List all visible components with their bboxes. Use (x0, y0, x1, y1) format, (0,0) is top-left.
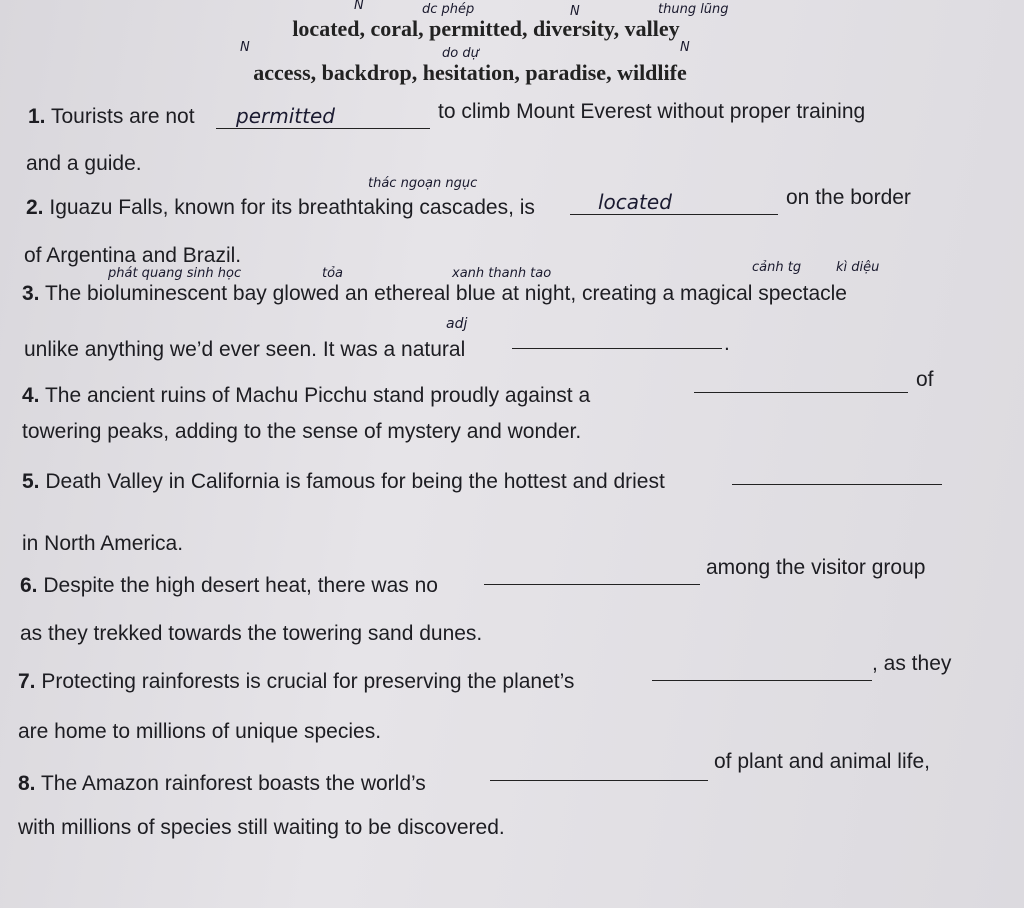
item-number: 2. (26, 196, 44, 219)
item-7-blank[interactable] (652, 680, 872, 681)
annotation-thung-lung: thung lũng (658, 2, 729, 17)
item-7-after: , as they (872, 652, 952, 675)
annotation-ki-dieu: kì diệu (836, 260, 880, 275)
item-text: The Amazon rainforest boasts the world’s (40, 772, 426, 795)
item-7-continuation: are home to millions of unique species. (18, 720, 382, 743)
item-text: Despite the high desert heat, there was no (43, 574, 438, 597)
item-3-blank[interactable] (512, 348, 722, 349)
item-8-after: of plant and animal life, (714, 750, 930, 773)
item-1-continuation: and a guide. (26, 152, 142, 175)
annotation-noun-access: N (240, 40, 250, 55)
annotation-dc-phep: dc phép (422, 2, 475, 17)
word-bank-line-2: access, backdrop, hesitation, paradise, wildlife (253, 60, 687, 85)
item-text: The ancient ruins of Machu Picchu stand proudly against a (44, 384, 591, 407)
item-number: 1. (28, 105, 46, 128)
item-number: 8. (18, 772, 36, 795)
item-4-line (22, 384, 590, 408)
item-number: 3. (22, 282, 40, 305)
item-number: 6. (20, 574, 38, 597)
item-5-blank[interactable] (732, 484, 942, 485)
annotation-adj: adj (446, 316, 468, 332)
item-3-period: . (724, 332, 730, 355)
item-text: The bioluminescent bay glowed an ethereal blue at night, creating a magical spectacle (44, 282, 847, 305)
item-8-continuation: with millions of species still waiting to be discovered. (18, 816, 505, 839)
item-2-answer: located (598, 190, 672, 214)
item-5-continuation: in North America. (22, 532, 184, 555)
item-4-after: of (916, 368, 934, 391)
item-1-line (28, 105, 195, 129)
annotation-noun-located: N (354, 0, 364, 13)
item-4-continuation: towering peaks, adding to the sense of mystery and wonder. (22, 420, 582, 443)
annotation-thac-ngoan-nguc: thác ngoạn ngục (368, 176, 478, 191)
annotation-canh-tg: cảnh tg (752, 260, 802, 275)
item-6-after: among the visitor group (706, 556, 926, 579)
item-8-blank[interactable] (490, 780, 708, 781)
item-8-line (18, 772, 426, 796)
item-6-continuation: as they trekked towards the towering sand dunes. (20, 622, 483, 645)
item-1-answer: permitted (236, 104, 335, 128)
item-7-line (18, 670, 574, 694)
annotation-toa: tỏa (322, 266, 344, 281)
item-6-blank[interactable] (484, 584, 700, 585)
item-5-line (22, 470, 665, 494)
annotation-do-du: do dự (442, 46, 479, 61)
item-3-line (22, 282, 847, 306)
annotation-xanh-thanh-tao: xanh thanh tao (452, 266, 552, 281)
item-2-blank[interactable] (570, 214, 778, 215)
item-1-after: to climb Mount Everest without proper training (438, 100, 866, 123)
item-2-after: on the border (786, 186, 911, 209)
item-1-blank[interactable] (216, 128, 430, 129)
word-bank-line-1: located, coral, permitted, diversity, valley (292, 16, 680, 41)
item-number: 5. (22, 470, 40, 493)
item-3-continuation: unlike anything we’d ever seen. It was a natural (24, 338, 466, 361)
item-text: Death Valley in California is famous for being the hottest and driest (45, 470, 665, 493)
annotation-noun-diversity: N (570, 4, 580, 19)
annotation-phat-quang-sinh-hoc: phát quang sinh học (108, 266, 242, 281)
item-2-continuation: of Argentina and Brazil. (24, 244, 242, 267)
item-text: Tourists are not (50, 105, 195, 128)
item-number: 7. (18, 670, 36, 693)
item-6-line (20, 574, 438, 598)
item-number: 4. (22, 384, 40, 407)
item-4-blank[interactable] (694, 392, 908, 393)
item-2-line (26, 196, 535, 220)
item-text: Iguazu Falls, known for its breathtaking cascades, is (49, 196, 535, 219)
item-text: Protecting rainforests is crucial for preserving the planet’s (41, 670, 575, 693)
annotation-noun-paradise: N (680, 40, 690, 55)
